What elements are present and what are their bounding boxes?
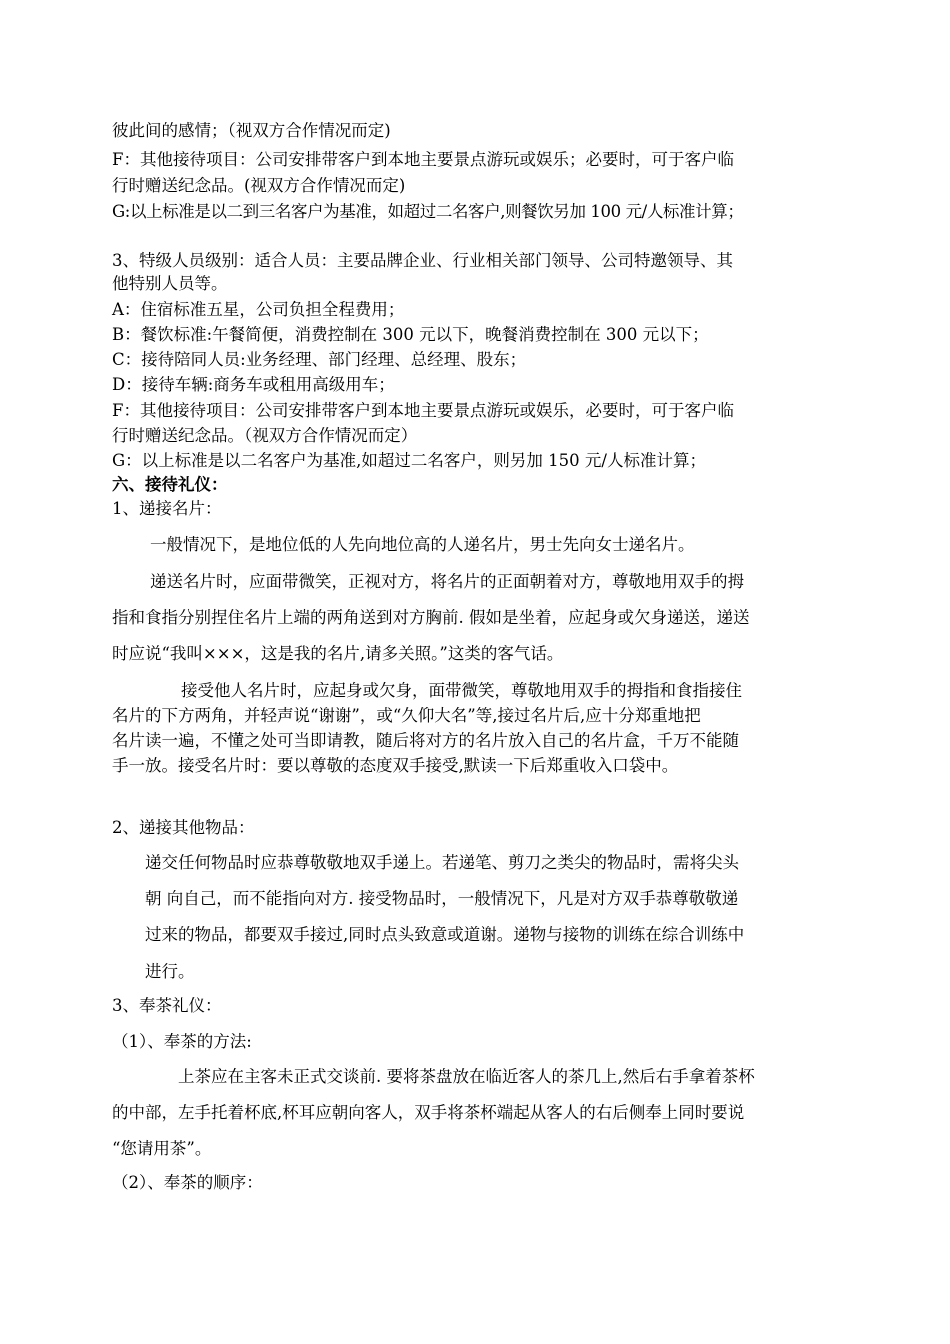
text-line: 行时赠送纪念品。(视双方合作情况而定): [112, 176, 406, 195]
paragraph-line: 朝 向自己，而不能指向对方. 接受物品时，一般情况下，凡是对方双手恭尊敬敬递: [145, 889, 739, 908]
section-heading: 六、接待礼仪：: [112, 475, 228, 494]
paragraph-line: 接受他人名片时，应起身或欠身，面带微笑，尊敬地用双手的拇指和食指接住: [181, 681, 742, 700]
subsection-heading: 1、递接名片：: [112, 499, 222, 518]
paragraph-line: 时应说“我叫×××，这是我的名片,请多关照。”这类的客气话。: [112, 644, 564, 663]
text-line: 彼此间的感情；（视双方合作情况而定): [112, 121, 391, 140]
subsection-heading: （1）、奉茶的方法:: [112, 1032, 252, 1051]
paragraph-line: 上茶应在主客未正式交谈前. 要将茶盘放在临近客人的茶几上,然后右手拿着茶杯: [178, 1067, 755, 1086]
paragraph-line: 指和食指分别捏住名片上端的两角送到对方胸前. 假如是坐着，应起身或欠身递送，递送: [112, 608, 750, 627]
text-line: B：餐饮标准:午餐简便，消费控制在 300 元以下，晚餐消费控制在 300 元以下；: [112, 325, 709, 344]
text-line: G:以上标准是以二到三名客户为基准，如超过二名客户,则餐饮另加 100 元/人标准计算；: [112, 202, 744, 221]
subsection-heading: 3、奉茶礼仪：: [112, 996, 222, 1015]
text-line: 他特别人员等。: [112, 274, 228, 293]
text-line: A：住宿标准五星，公司负担全程费用；: [112, 300, 405, 319]
text-line: D：接待车辆:商务车或租用高级用车；: [112, 375, 395, 394]
subsection-heading: 2、递接其他物品：: [112, 818, 255, 837]
text-line: G：以上标准是以二名客户为基准,如超过二名客户，则另加 150 元/人标准计算；: [112, 451, 706, 470]
paragraph-line: 进行。: [145, 962, 195, 981]
paragraph-line: “您请用茶”。: [112, 1139, 212, 1158]
paragraph-line: 一般情况下，是地位低的人先向地位高的人递名片，男士先向女士递名片。: [150, 535, 695, 554]
paragraph-line: 的中部，左手托着杯底,杯耳应朝向客人，双手将茶杯端起从客人的右后侧奉上同时要说: [112, 1103, 745, 1122]
text-line: C：接待陪同人员:业务经理、部门经理、总经理、股东；: [112, 350, 527, 369]
paragraph-line: 递交任何物品时应恭尊敬敬地双手递上。若递笔、剪刀之类尖的物品时，需将尖头: [145, 853, 739, 872]
paragraph-line: 手一放。接受名片时：要以尊敬的态度双手接受,默读一下后郑重收入口袋中。: [112, 756, 679, 775]
text-line: 行时赠送纪念品。（视双方合作情况而定）: [112, 426, 418, 445]
paragraph-line: 名片的下方两角，并轻声说“谢谢”，或“久仰大名”等,接过名片后,应十分郑重地把: [112, 706, 701, 725]
text-line: F：其他接待项目：公司安排带客户到本地主要景点游玩或娱乐；必要时，可于客户临: [112, 150, 734, 169]
paragraph-line: 过来的物品，都要双手接过,同时点头致意或道谢。递物与接物的训练在综合训练中: [145, 925, 745, 944]
text-line: F：其他接待项目：公司安排带客户到本地主要景点游玩或娱乐，必要时，可于客户临: [112, 401, 734, 420]
subsection-heading: （2）、奉茶的顺序：: [112, 1173, 263, 1192]
paragraph-line: 递送名片时，应面带微笑，正视对方，将名片的正面朝着对方，尊敬地用双手的拇: [150, 572, 744, 591]
section-heading: 3、特级人员级别：适合人员：主要品牌企业、行业相关部门领导、公司特邀领导、其: [112, 251, 733, 270]
paragraph-line: 名片读一遍，不懂之处可当即请教，随后将对方的名片放入自己的名片盒，千万不能随: [112, 731, 739, 750]
